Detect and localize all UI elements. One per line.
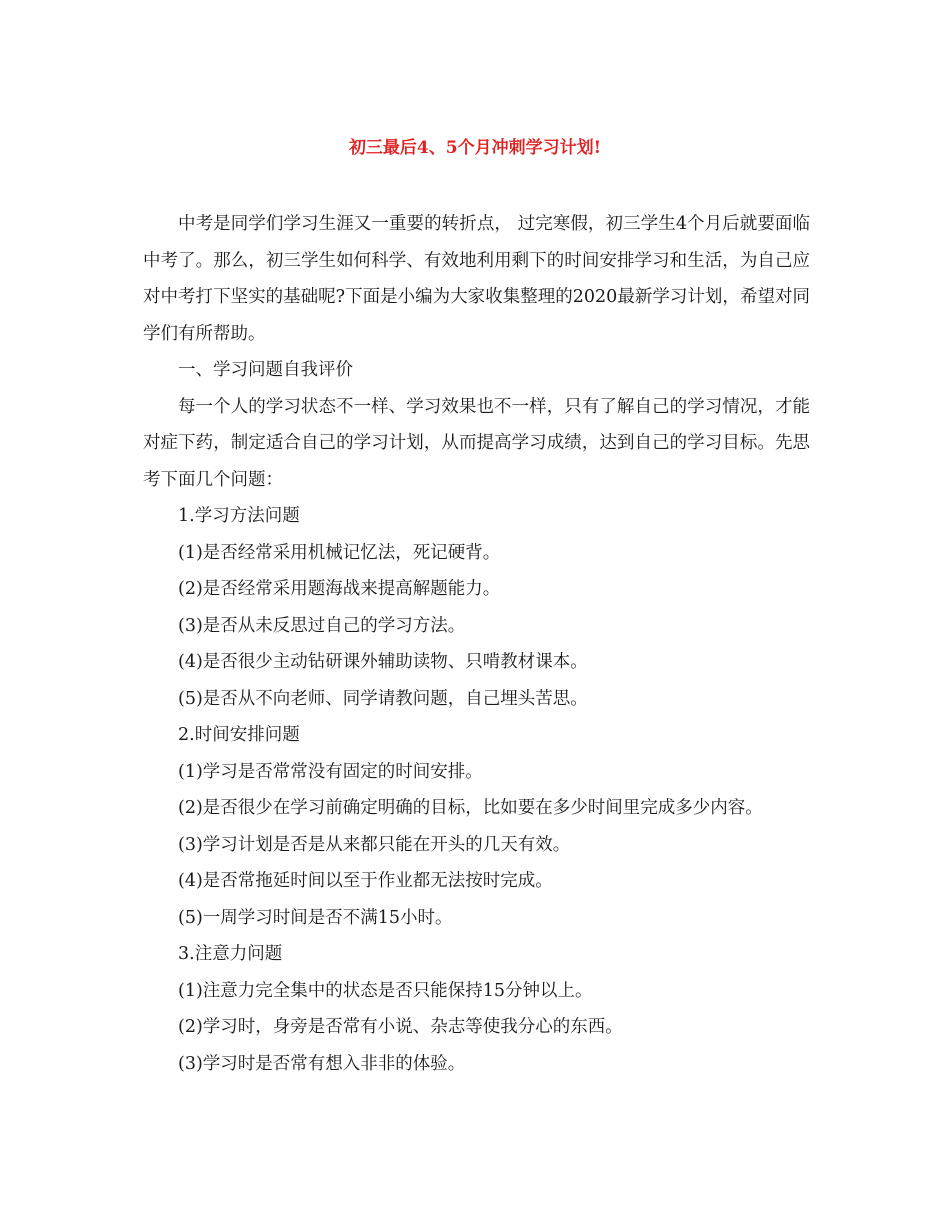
document-title: 初三最后4、5个月冲刺学习计划! bbox=[348, 138, 602, 158]
group-heading-time-arrangement: 2.时间安排问题 bbox=[178, 725, 300, 745]
list-item: (4)是否很少主动钻研课外辅助读物、只啃教材课本。 bbox=[178, 652, 588, 672]
list-item: (3)学习时是否常有想入非非的体验。 bbox=[178, 1053, 466, 1074]
list-item: (4)是否常拖延时间以至于作业都无法按时完成。 bbox=[178, 871, 553, 891]
list-item: (3)学习计划是否是从来都只能在开头的几天有效。 bbox=[178, 834, 571, 855]
list-item: (5)一周学习时间是否不满15小时。 bbox=[178, 907, 453, 928]
list-item: (3)是否从未反思过自己的学习方法。 bbox=[178, 615, 466, 636]
list-item: (2)是否经常采用题海战来提高解题能力。 bbox=[178, 579, 501, 599]
document-body bbox=[143, 206, 810, 1082]
group-heading-attention: 3.注意力问题 bbox=[178, 944, 283, 964]
list-item: (1)学习是否常常没有固定的时间安排。 bbox=[178, 761, 483, 782]
list-item: (5)是否从不向老师、同学请教问题，自己埋头苦思。 bbox=[178, 688, 588, 709]
intro-paragraph: 中考是同学们学习生涯又一重要的转折点， 过完寒假，初三学生4个月后就要面临中考了。那么，初三学生如何科学、有效地利用剩下的时间安排学习和生活，为自己应对中考打下坚实的基础呢?下面是小编为大家收集整理的2020最新学习计划，希望对同学们有所帮助。 bbox=[143, 214, 810, 344]
group-heading-study-method: 1.学习方法问题 bbox=[178, 506, 300, 526]
list-item: (2)学习时，身旁是否常有小说、杂志等使我分心的东西。 bbox=[178, 1017, 623, 1037]
list-item: (1)是否经常采用机械记忆法，死记硬背。 bbox=[178, 542, 501, 563]
list-item: (1)注意力完全集中的状态是否只能保持15分钟以上。 bbox=[178, 980, 593, 1001]
section-heading: 一、学习问题自我评价 bbox=[178, 360, 353, 380]
section-paragraph: 每一个人的学习状态不一样、学习效果也不一样，只有了解自己的学习情况，才能对症下药，制定适合自己的学习计划，从而提高学习成绩，达到自己的学习目标。先思考下面几个问题： bbox=[143, 396, 810, 490]
list-item: (2)是否很少在学习前确定明确的目标，比如要在多少时间里完成多少内容。 bbox=[178, 798, 763, 818]
